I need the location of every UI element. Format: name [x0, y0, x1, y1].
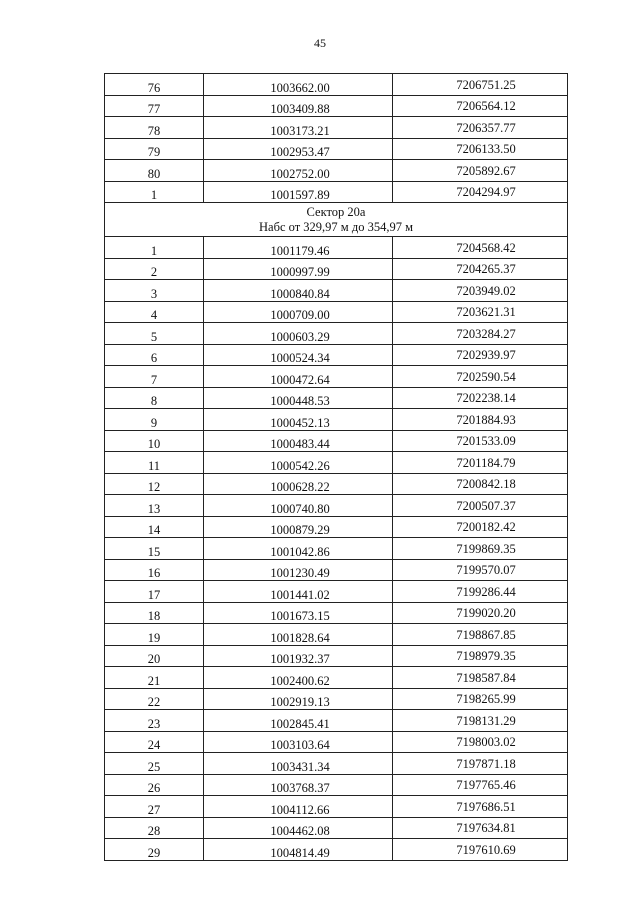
x-coordinate-value: 1002400.62 [270, 673, 330, 688]
point-number-value: 29 [147, 845, 161, 860]
x-coordinate-cell [204, 624, 393, 646]
point-number-cell [105, 258, 204, 280]
point-number-value: 10 [147, 437, 161, 451]
table-row [105, 774, 568, 796]
y-coordinate-cell [393, 710, 568, 732]
x-coordinate-value: 1002752.00 [270, 166, 330, 181]
y-coordinate-cell [393, 452, 568, 474]
y-coordinate-value: 7198867.85 [456, 627, 516, 642]
x-coordinate-value: 1000524.34 [270, 351, 330, 365]
x-coordinate-value: 1001179.46 [270, 243, 330, 258]
coordinates-table [104, 73, 568, 861]
table-row [105, 160, 568, 182]
point-number-cell [105, 796, 204, 818]
y-coordinate-cell [393, 581, 568, 603]
point-number-value: 9 [150, 415, 158, 430]
point-number-cell [105, 387, 204, 409]
x-coordinate-cell [204, 538, 393, 560]
y-coordinate-value: 7199570.07 [456, 563, 516, 577]
y-coordinate-value: 7198587.84 [456, 670, 516, 685]
point-number-value: 24 [147, 738, 161, 752]
point-number-cell [105, 452, 204, 474]
y-coordinate-cell [393, 138, 568, 160]
point-number-cell [105, 409, 204, 431]
table-row [105, 731, 568, 753]
point-number-cell [105, 624, 204, 646]
point-number-value: 79 [147, 145, 161, 159]
point-number-value: 3 [150, 286, 158, 301]
y-coordinate-cell [393, 409, 568, 431]
x-coordinate-cell [204, 839, 393, 861]
point-number-value: 18 [147, 609, 161, 623]
x-coordinate-value: 1000628.22 [270, 480, 330, 494]
x-coordinate-value: 1003103.64 [270, 738, 330, 752]
y-coordinate-cell [393, 258, 568, 280]
y-coordinate-cell [393, 473, 568, 495]
table-row [105, 409, 568, 431]
point-number-cell [105, 280, 204, 302]
y-coordinate-cell [393, 602, 568, 624]
x-coordinate-value: 1000542.26 [270, 458, 330, 473]
sector-header-cell [105, 203, 568, 237]
x-coordinate-cell [204, 452, 393, 474]
point-number-cell [105, 160, 204, 182]
point-number-value: 12 [147, 480, 161, 494]
table-row [105, 753, 568, 775]
point-number-cell [105, 495, 204, 517]
table-row [105, 473, 568, 495]
x-coordinate-value: 1000448.53 [270, 394, 330, 408]
y-coordinate-value: 7204568.42 [456, 240, 516, 255]
point-number-value: 4 [150, 308, 158, 322]
point-number-cell [105, 181, 204, 203]
point-number-cell [105, 731, 204, 753]
y-coordinate-cell [393, 117, 568, 139]
y-coordinate-cell [393, 774, 568, 796]
sector-header-body [105, 203, 568, 237]
y-coordinate-cell [393, 516, 568, 538]
point-number-value: 5 [150, 329, 158, 344]
point-number-cell [105, 774, 204, 796]
x-coordinate-cell [204, 645, 393, 667]
point-number-value: 13 [147, 501, 161, 516]
point-number-value: 8 [150, 394, 158, 408]
x-coordinate-cell [204, 323, 393, 345]
x-coordinate-cell [204, 258, 393, 280]
table-row [105, 366, 568, 388]
x-coordinate-cell [204, 138, 393, 160]
table-row [105, 495, 568, 517]
table-row [105, 602, 568, 624]
x-coordinate-cell [204, 473, 393, 495]
y-coordinate-value: 7200182.42 [456, 520, 516, 534]
point-number-cell [105, 138, 204, 160]
y-coordinate-cell [393, 645, 568, 667]
x-coordinate-value: 1000603.29 [270, 329, 330, 344]
point-number-value: 14 [147, 523, 161, 537]
point-number-value: 26 [147, 781, 161, 795]
y-coordinate-cell [393, 366, 568, 388]
y-coordinate-cell [393, 688, 568, 710]
y-coordinate-value: 7204265.37 [456, 262, 516, 276]
x-coordinate-cell [204, 387, 393, 409]
point-number-value: 17 [147, 587, 161, 602]
point-number-value: 27 [147, 802, 161, 817]
point-number-value: 21 [147, 673, 161, 688]
sector-header-row [105, 203, 568, 237]
table-row [105, 667, 568, 689]
point-number-value: 28 [147, 824, 161, 838]
y-coordinate-value: 7203284.27 [456, 326, 516, 341]
y-coordinate-value: 7203621.31 [456, 305, 516, 319]
x-coordinate-value: 1001230.49 [270, 566, 330, 580]
y-coordinate-value: 7197871.18 [456, 756, 516, 771]
point-number-cell [105, 581, 204, 603]
y-coordinate-value: 7201533.09 [456, 434, 516, 448]
point-number-cell [105, 344, 204, 366]
point-number-cell [105, 323, 204, 345]
point-number-cell [105, 301, 204, 323]
table-row [105, 138, 568, 160]
y-coordinate-cell [393, 301, 568, 323]
point-number-value: 16 [147, 566, 161, 580]
x-coordinate-cell [204, 688, 393, 710]
point-number-cell [105, 473, 204, 495]
point-number-cell [105, 430, 204, 452]
y-coordinate-value: 7205892.67 [456, 163, 516, 178]
y-coordinate-cell [393, 839, 568, 861]
y-coordinate-cell [393, 753, 568, 775]
point-number-value: 78 [147, 123, 161, 138]
x-coordinate-cell [204, 95, 393, 117]
x-coordinate-cell [204, 581, 393, 603]
table-row [105, 538, 568, 560]
point-number-cell [105, 559, 204, 581]
y-coordinate-value: 7197610.69 [456, 842, 516, 857]
x-coordinate-value: 1001042.86 [270, 544, 330, 559]
x-coordinate-value: 1002953.47 [270, 145, 330, 159]
table-row [105, 624, 568, 646]
point-number-value: 6 [150, 351, 158, 365]
table-row [105, 74, 568, 96]
x-coordinate-value: 1003768.37 [270, 781, 330, 795]
point-number-cell [105, 516, 204, 538]
point-number-value: 77 [147, 102, 161, 116]
x-coordinate-cell [204, 344, 393, 366]
table-row [105, 559, 568, 581]
y-coordinate-value: 7206133.50 [456, 142, 516, 156]
y-coordinate-cell [393, 237, 568, 259]
x-coordinate-cell [204, 409, 393, 431]
point-number-value: 22 [147, 695, 161, 709]
x-coordinate-value: 1000472.64 [270, 372, 330, 387]
y-coordinate-cell [393, 667, 568, 689]
y-coordinate-cell [393, 160, 568, 182]
table-row [105, 117, 568, 139]
x-coordinate-value: 1001673.15 [270, 609, 330, 623]
x-coordinate-cell [204, 74, 393, 96]
table-row [105, 95, 568, 117]
table-row [105, 710, 568, 732]
y-coordinate-cell [393, 495, 568, 517]
x-coordinate-cell [204, 160, 393, 182]
x-coordinate-value: 1004814.49 [270, 845, 330, 860]
table-row [105, 258, 568, 280]
table-row [105, 344, 568, 366]
x-coordinate-cell [204, 774, 393, 796]
y-coordinate-value: 7203949.02 [456, 283, 516, 298]
sector-title: Сектор 20а [306, 204, 366, 219]
table-row [105, 323, 568, 345]
table-row [105, 387, 568, 409]
point-number-cell [105, 538, 204, 560]
y-coordinate-cell [393, 74, 568, 96]
y-coordinate-cell [393, 323, 568, 345]
page-number: 45 [314, 36, 326, 50]
point-number-value: 7 [150, 372, 158, 387]
y-coordinate-cell [393, 559, 568, 581]
y-coordinate-cell [393, 280, 568, 302]
point-number-cell [105, 645, 204, 667]
point-number-cell [105, 95, 204, 117]
sector-subtitle: Набс от 329,97 м до 354,97 м [259, 219, 413, 234]
point-number-cell [105, 117, 204, 139]
point-number-cell [105, 366, 204, 388]
point-number-cell [105, 237, 204, 259]
y-coordinate-value: 7201884.93 [456, 412, 516, 427]
point-number-value: 23 [147, 716, 161, 731]
x-coordinate-cell [204, 817, 393, 839]
x-coordinate-cell [204, 495, 393, 517]
y-coordinate-value: 7198131.29 [456, 713, 516, 728]
table-row [105, 581, 568, 603]
x-coordinate-cell [204, 516, 393, 538]
y-coordinate-value: 7197765.46 [456, 778, 516, 792]
point-number-value: 1 [150, 188, 158, 202]
x-coordinate-value: 1003662.00 [270, 80, 330, 95]
x-coordinate-value: 1000709.00 [270, 308, 330, 322]
table-row [105, 796, 568, 818]
x-coordinate-cell [204, 181, 393, 203]
y-coordinate-value: 7200507.37 [456, 498, 516, 513]
point-number-value: 20 [147, 652, 161, 666]
x-coordinate-value: 1000483.44 [270, 437, 330, 451]
y-coordinate-value: 7199869.35 [456, 541, 516, 556]
y-coordinate-cell [393, 624, 568, 646]
y-coordinate-value: 7206564.12 [456, 99, 516, 113]
x-coordinate-cell [204, 366, 393, 388]
point-number-value: 2 [150, 265, 158, 279]
y-coordinate-cell [393, 181, 568, 203]
x-coordinate-cell [204, 280, 393, 302]
x-coordinate-value: 1002845.41 [270, 716, 330, 731]
x-coordinate-cell [204, 602, 393, 624]
y-coordinate-cell [393, 387, 568, 409]
x-coordinate-value: 1000452.13 [270, 415, 330, 430]
table-row [105, 817, 568, 839]
x-coordinate-value: 1001441.02 [270, 587, 330, 602]
table-row [105, 688, 568, 710]
x-coordinate-value: 1000740.80 [270, 501, 330, 516]
table-row [105, 430, 568, 452]
point-number-value: 15 [147, 544, 161, 559]
x-coordinate-cell [204, 667, 393, 689]
table-row [105, 452, 568, 474]
point-number-value: 25 [147, 759, 161, 774]
y-coordinate-value: 7197686.51 [456, 799, 516, 814]
table-row [105, 301, 568, 323]
y-coordinate-value: 7202939.97 [456, 348, 516, 362]
x-coordinate-cell [204, 796, 393, 818]
y-coordinate-value: 7206751.25 [456, 77, 516, 92]
y-coordinate-cell [393, 538, 568, 560]
x-coordinate-value: 1001597.89 [270, 188, 330, 202]
x-coordinate-value: 1004462.08 [270, 824, 330, 838]
x-coordinate-value: 1001932.37 [270, 652, 330, 666]
y-coordinate-value: 7202590.54 [456, 369, 516, 384]
y-coordinate-value: 7198979.35 [456, 649, 516, 663]
y-coordinate-cell [393, 796, 568, 818]
table-body-top [105, 74, 568, 203]
y-coordinate-value: 7199286.44 [456, 584, 516, 599]
table-row [105, 645, 568, 667]
y-coordinate-value: 7201184.79 [456, 455, 516, 470]
x-coordinate-value: 1000997.99 [270, 265, 330, 279]
point-number-value: 19 [147, 630, 161, 645]
x-coordinate-value: 1004112.66 [270, 802, 330, 817]
x-coordinate-cell [204, 731, 393, 753]
y-coordinate-value: 7204294.97 [456, 185, 516, 199]
point-number-value: 1 [150, 243, 158, 258]
point-number-value: 11 [147, 458, 161, 473]
table-body-sector [105, 237, 568, 861]
x-coordinate-value: 1003431.34 [270, 759, 330, 774]
y-coordinate-value: 7198265.99 [456, 692, 516, 706]
point-number-value: 80 [147, 166, 161, 181]
table-row [105, 181, 568, 203]
x-coordinate-cell [204, 430, 393, 452]
point-number-cell [105, 753, 204, 775]
y-coordinate-cell [393, 344, 568, 366]
y-coordinate-value: 7198003.02 [456, 735, 516, 749]
y-coordinate-value: 7197634.81 [456, 821, 516, 835]
x-coordinate-cell [204, 117, 393, 139]
point-number-cell [105, 839, 204, 861]
y-coordinate-cell [393, 430, 568, 452]
x-coordinate-value: 1001828.64 [270, 630, 330, 645]
x-coordinate-value: 1000840.84 [270, 286, 330, 301]
point-number-value: 76 [147, 80, 161, 95]
point-number-cell [105, 688, 204, 710]
table-row [105, 516, 568, 538]
table-row [105, 280, 568, 302]
x-coordinate-cell [204, 559, 393, 581]
x-coordinate-value: 1003409.88 [270, 102, 330, 116]
y-coordinate-cell [393, 731, 568, 753]
y-coordinate-cell [393, 817, 568, 839]
y-coordinate-value: 7200842.18 [456, 477, 516, 491]
point-number-cell [105, 710, 204, 732]
y-coordinate-value: 7199020.20 [456, 606, 516, 620]
x-coordinate-cell [204, 710, 393, 732]
x-coordinate-cell [204, 237, 393, 259]
x-coordinate-cell [204, 753, 393, 775]
point-number-cell [105, 74, 204, 96]
x-coordinate-value: 1000879.29 [270, 523, 330, 537]
table-row [105, 839, 568, 861]
point-number-cell [105, 667, 204, 689]
y-coordinate-cell [393, 95, 568, 117]
table-row [105, 237, 568, 259]
y-coordinate-value: 7206357.77 [456, 120, 516, 135]
x-coordinate-cell [204, 301, 393, 323]
point-number-cell [105, 817, 204, 839]
point-number-cell [105, 602, 204, 624]
x-coordinate-value: 1002919.13 [270, 695, 330, 709]
y-coordinate-value: 7202238.14 [456, 391, 516, 405]
x-coordinate-value: 1003173.21 [270, 123, 330, 138]
